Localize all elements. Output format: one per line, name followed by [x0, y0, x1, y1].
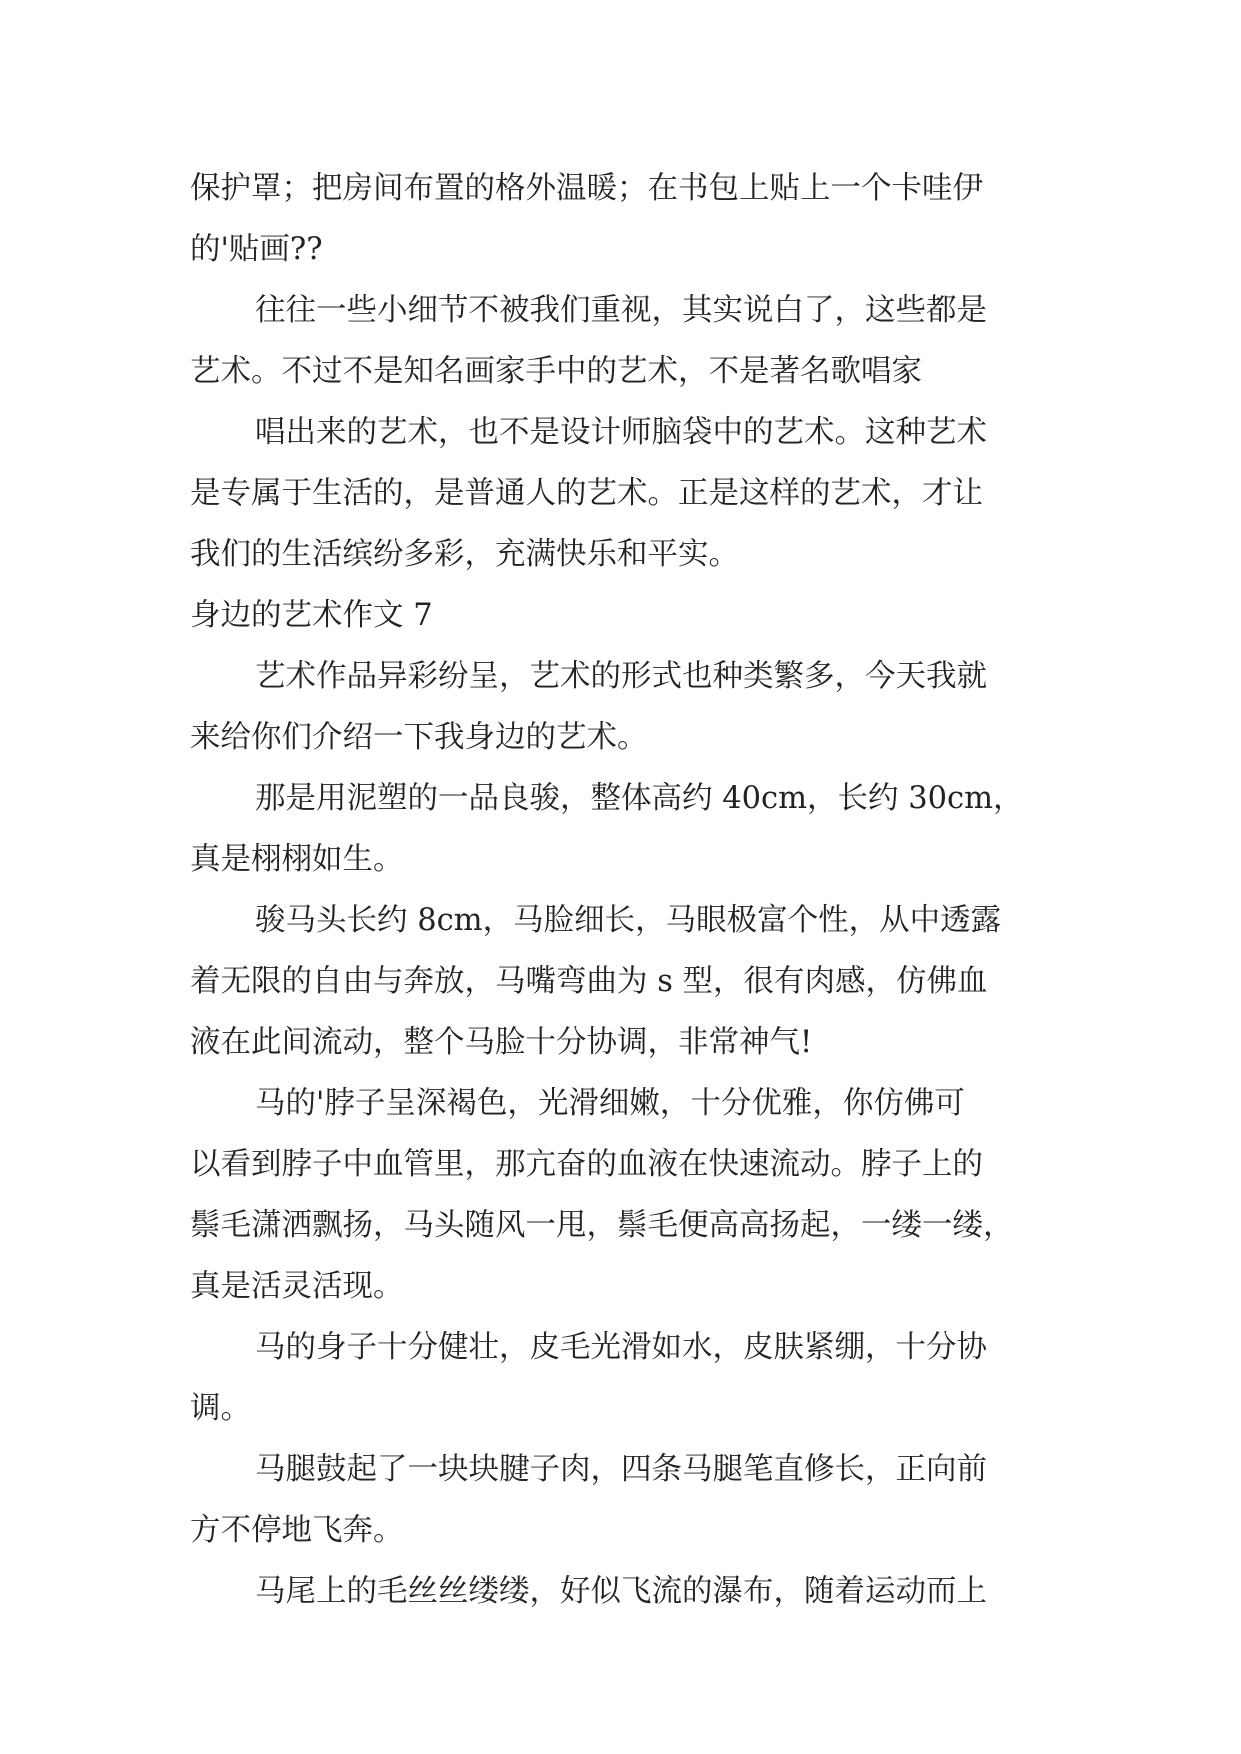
text-line: 液在此间流动，整个马脸十分协调，非常神气!: [190, 1025, 813, 1060]
text-line: 鬃毛潇洒飘扬，马头随风一甩，鬃毛便高高扬起，一缕一缕，: [190, 1208, 1014, 1243]
text-line: 保护罩；把房间布置的格外温暖；在书包上贴上一个卡哇伊: [190, 171, 983, 206]
text-line: 是专属于生活的，是普通人的艺术。正是这样的艺术，才让: [190, 476, 983, 511]
text-line: 来给你们介绍一下我身边的艺术。: [190, 720, 648, 755]
text-line: 方不停地飞奔。: [190, 1513, 404, 1548]
text-line: 艺术作品异彩纷呈，艺术的形式也种类繁多，今天我就: [255, 659, 987, 694]
text-line: 唱出来的艺术，也不是设计师脑袋中的艺术。这种艺术: [255, 415, 987, 450]
text-line: 真是栩栩如生。: [190, 842, 404, 877]
text-line: 着无限的自由与奔放，马嘴弯曲为 s 型，很有肉感，仿佛血: [190, 964, 988, 999]
text-line: 的'贴画??: [190, 232, 323, 267]
text-line: 骏马头长约 8cm，马脸细长，马眼极富个性，从中透露: [255, 903, 1002, 938]
text-line: 马的'脖子呈深褐色，光滑细嫩，十分优雅，你仿佛可: [255, 1086, 965, 1121]
text-line: 马尾上的毛丝丝缕缕，好似飞流的瀑布，随着运动而上: [255, 1574, 987, 1609]
section-heading: 身边的艺术作文 7: [190, 598, 433, 633]
document-body: [190, 158, 1050, 1622]
text-line: 那是用泥塑的一品良骏，整体高约 40cm，长约 30cm，: [255, 781, 1024, 816]
text-line: 调。: [190, 1391, 251, 1426]
text-line: 马腿鼓起了一块块腱子肉，四条马腿笔直修长，正向前: [255, 1452, 987, 1487]
text-line: 往往一些小细节不被我们重视，其实说白了，这些都是: [255, 293, 987, 328]
text-line: 马的身子十分健壮，皮毛光滑如水，皮肤紧绷，十分协: [255, 1330, 987, 1365]
text-line: 我们的生活缤纷多彩，充满快乐和平实。: [190, 537, 739, 572]
text-line: 艺术。不过不是知名画家手中的艺术，不是著名歌唱家: [190, 354, 922, 389]
text-line: 真是活灵活现。: [190, 1269, 404, 1304]
text-line: 以看到脖子中血管里，那亢奋的血液在快速流动。脖子上的: [190, 1147, 983, 1182]
